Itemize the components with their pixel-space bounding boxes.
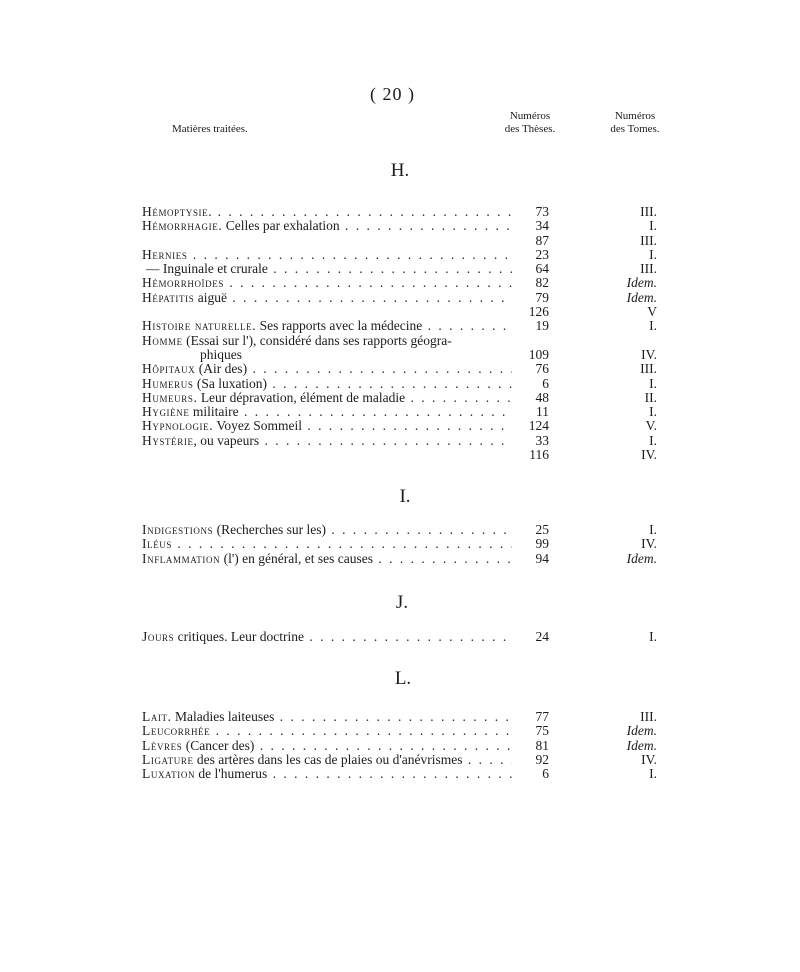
index-entry: 87 III.: [142, 234, 657, 248]
header-matieres: Matières traitées.: [172, 123, 248, 135]
index-entry: Hôpitaux (Air des) . . . 76 III.: [142, 362, 657, 376]
index-entry: Ligature des artères dans les cas de plaies ou d'anévrismes . . . 92 IV.: [142, 753, 657, 767]
index-entry: Leucorrhée . . . 75 Idem.: [142, 724, 657, 738]
header-tomes: Numéros des Tomes.: [610, 110, 660, 135]
section-j-entries: [142, 630, 657, 644]
header-theses: Numéros des Thèses.: [504, 110, 556, 135]
index-entry: Hypnologie. Voyez Sommeil . . . 124 V.: [142, 419, 657, 433]
index-entry: Jours critiques. Leur doctrine . . . 24 I.: [142, 630, 657, 644]
index-entry: Hygiène militaire . . . 11 I.: [142, 405, 657, 419]
index-entry: Hystérie, ou vapeurs . . . 33 I.: [142, 434, 657, 448]
index-entry: Lait. Maladies laiteuses . . . 77 III.: [142, 710, 657, 724]
index-entry: Lèvres (Cancer des) . . . 81 Idem.: [142, 739, 657, 753]
section-l-entries: [142, 710, 657, 781]
section-letter-i: I.: [399, 486, 411, 507]
index-entry: Homme (Essai sur l'), considéré dans ses rapports géogra-: [142, 333, 452, 348]
index-entry: Humeurs. Leur dépravation, élément de maladie . . . 48 II.: [142, 391, 657, 405]
index-entry: Humerus (Sa luxation) . . . 6 I.: [142, 377, 657, 391]
index-entry: Iléus . . . 99 IV.: [142, 537, 657, 551]
index-entry: Histoire naturelle. Ses rapports avec la médecine . . . 19 I.: [142, 319, 657, 333]
index-entry: phiques 109 IV.: [200, 346, 657, 362]
section-letter-h: H.: [390, 160, 410, 181]
section-i-entries: [142, 523, 657, 566]
section-letter-l: L.: [394, 668, 412, 689]
index-entry: Hépatitis aiguë . . . 79 Idem.: [142, 291, 657, 305]
index-entry: Hémorrhagie. Celles par exhalation . . . 34 I.: [142, 219, 657, 233]
index-entry: — Inguinale et crurale . . . 64 III.: [142, 262, 657, 276]
index-entry: 116 IV.: [142, 448, 657, 462]
index-entry: Indigestions (Recherches sur les) . . . 25 I.: [142, 523, 657, 537]
section-letter-j: J.: [395, 592, 409, 613]
index-entry: Hémorrhoïdes . . . 82 Idem.: [142, 276, 657, 290]
index-entry: Inflammation (l') en général, et ses causes . . . 94 Idem.: [142, 552, 657, 566]
index-entry: Hernies . . . 23 I.: [142, 248, 657, 262]
section-h-entries: [142, 205, 657, 462]
index-entry: 126 V: [142, 305, 657, 319]
index-entry: Luxation de l'humerus . . . 6 I.: [142, 767, 657, 781]
index-entry: Hémoptysie. . . . 73 III.: [142, 205, 657, 219]
page-number: ( 20 ): [370, 84, 415, 104]
